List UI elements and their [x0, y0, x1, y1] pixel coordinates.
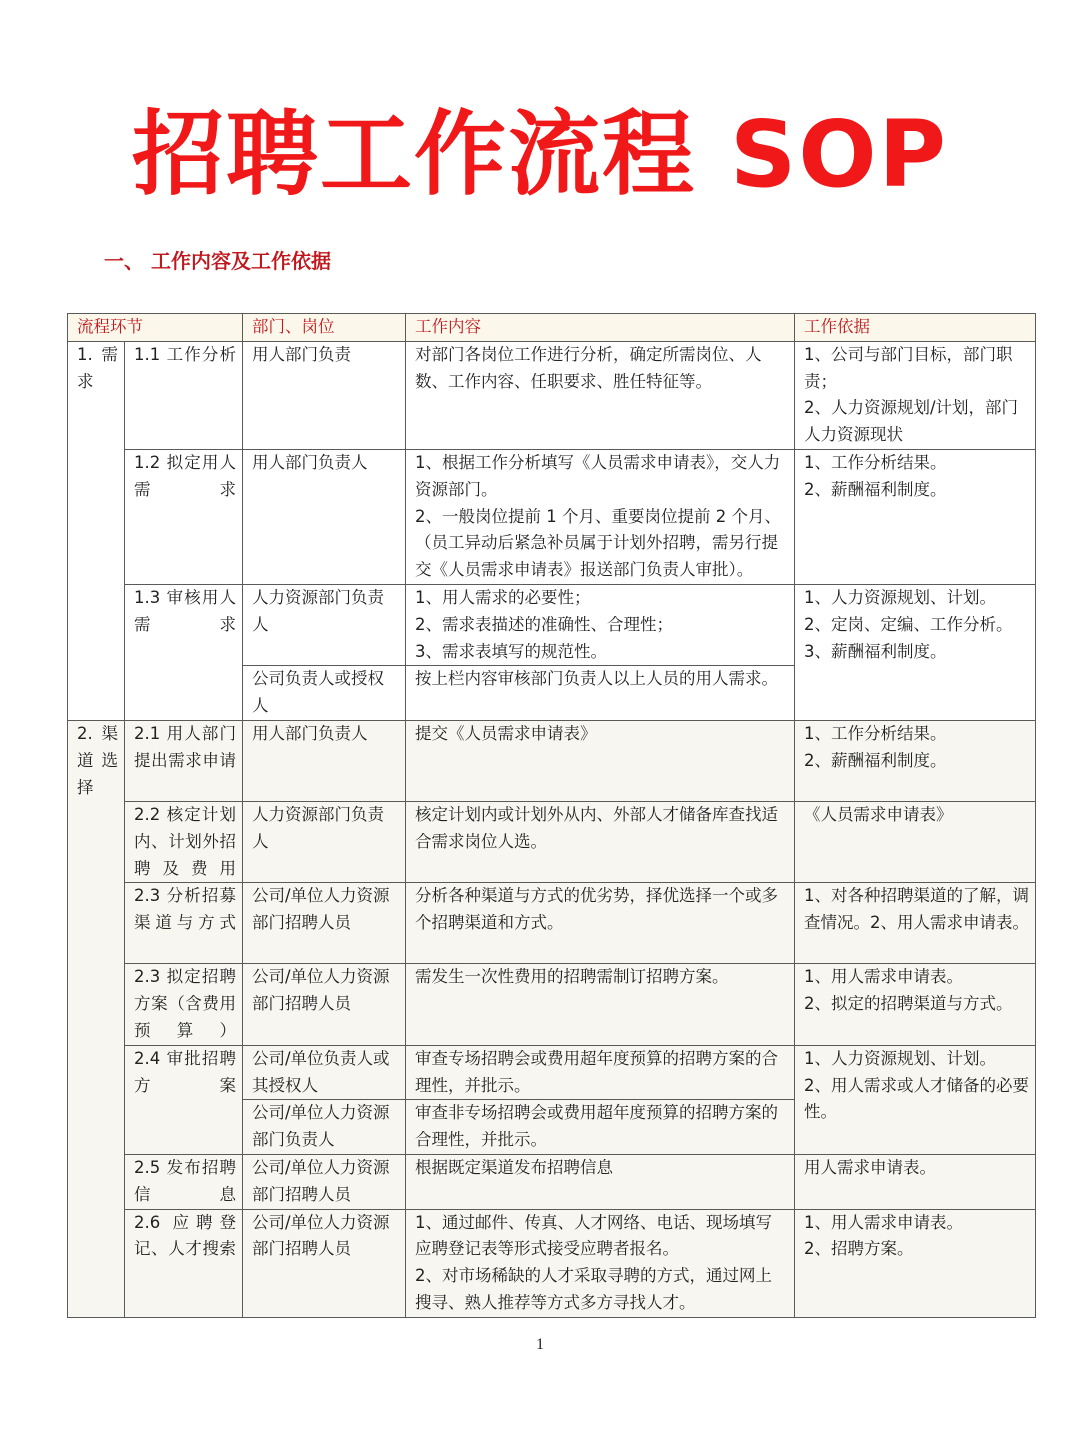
step-cell: 1.2 拟定用人需求: [125, 449, 243, 584]
basis-line: 2、用人需求或人才储备的必要性。: [804, 1075, 1029, 1122]
basis-line: 1、公司与部门目标，部门职责；: [804, 344, 1013, 391]
content-line: 按上栏内容审核部门负责人以上人员的用人需求。: [415, 669, 778, 689]
content-line: 1、根据工作分析填写《人员需求申请表》，交人力资源部门。: [415, 452, 781, 499]
content-cell: [406, 1100, 795, 1155]
stage-1-label: 1.需求: [68, 341, 125, 720]
content-cell: [406, 341, 795, 449]
step-cell: 1.3 审核用人需求: [125, 584, 243, 720]
step-cell: 2.6 应聘登记、人才搜索: [125, 1209, 243, 1317]
dept-cell: 用人部门负责: [243, 341, 406, 449]
table-row: [68, 1045, 1036, 1100]
content-cell: [406, 1154, 795, 1209]
content-line: 提交《人员需求申请表》: [415, 723, 597, 743]
table-row: [68, 883, 1036, 964]
content-line: 3、需求表填写的规范性。: [415, 641, 607, 661]
table-row: [68, 341, 1036, 449]
content-line: 核定计划内或计划外从内、外部人才储备库查找适合需求岗位人选。: [415, 804, 778, 851]
basis-cell: [795, 1154, 1036, 1209]
table-row: [68, 720, 1036, 801]
page-number: 1: [536, 1336, 544, 1353]
table-row: [68, 584, 1036, 665]
basis-line: 1、用人需求申请表。: [804, 967, 963, 987]
table-row: [68, 1154, 1036, 1209]
content-line: 需发生一次性费用的招聘需制订招聘方案。: [415, 967, 729, 987]
basis-cell: [795, 1045, 1036, 1154]
content-cell: [406, 964, 795, 1045]
content-cell: [406, 720, 795, 801]
header-dept: 部门、岗位: [243, 314, 406, 342]
basis-cell: [795, 801, 1036, 882]
content-line: 分析各种渠道与方式的优劣势，择优选择一个或多个招聘渠道和方式。: [415, 886, 778, 933]
content-cell: [406, 666, 795, 721]
dept-cell: 公司/单位人力资源部门招聘人员: [243, 964, 406, 1045]
stage-2-label: 2.渠道选择: [68, 720, 125, 1317]
dept-cell: 公司/单位人力资源部门招聘人员: [243, 883, 406, 964]
basis-cell: [795, 883, 1036, 964]
basis-line: 1、人力资源规划、计划。: [804, 587, 996, 607]
basis-line: 2、拟定的招聘渠道与方式。: [804, 994, 1013, 1014]
dept-cell: 公司/单位负责人或其授权人: [243, 1045, 406, 1100]
dept-cell: 公司/单位人力资源部门负责人: [243, 1100, 406, 1155]
header-stage: 流程环节: [68, 314, 243, 342]
basis-line: 3、薪酬福利制度。: [804, 641, 947, 661]
content-line: 审查非专场招聘会或费用超年度预算的招聘方案的合理性，并批示。: [415, 1103, 778, 1150]
table-row: [68, 801, 1036, 882]
content-cell: [406, 449, 795, 584]
content-line: 审查专场招聘会或费用超年度预算的招聘方案的合理性，并批示。: [415, 1048, 778, 1095]
dept-cell: 人力资源部门负责人: [243, 801, 406, 882]
page-title: 招聘工作流程 SOP: [132, 101, 948, 208]
step-cell: 2.5 发布招聘信息: [125, 1154, 243, 1209]
basis-line: 1、对各种招聘渠道的了解，调查情况。2、用人需求申请表。: [804, 886, 1029, 933]
dept-cell: 人力资源部门负责人: [243, 584, 406, 665]
step-cell: 2.3 分析招募渠道与方式: [125, 883, 243, 964]
content-cell: [406, 801, 795, 882]
header-content: 工作内容: [406, 314, 795, 342]
basis-line: 1、工作分析结果。: [804, 723, 947, 743]
content-line: 2、一般岗位提前 1 个月、重要岗位提前 2 个月、（员工异动后紧急补员属于计划外招聘，需另行提交《人员需求申请表》报送部门负责人审批）。: [415, 506, 781, 580]
content-line: 2、对市场稀缺的人才采取寻聘的方式，通过网上搜寻、熟人推荐等方式多方寻找人才。: [415, 1266, 772, 1312]
basis-cell: [795, 964, 1036, 1045]
table-row: [68, 964, 1036, 1045]
step-cell: 2.3 拟定招聘方案（含费用预算）: [125, 964, 243, 1045]
basis-line: 2、薪酬福利制度。: [804, 750, 947, 770]
table-row: [68, 1209, 1036, 1317]
basis-line: 2、招聘方案。: [804, 1239, 914, 1259]
content-cell: [406, 883, 795, 964]
basis-cell: [795, 584, 1036, 720]
basis-line: 1、用人需求申请表。: [804, 1212, 963, 1232]
content-line: 2、需求表描述的准确性、合理性；: [415, 614, 673, 634]
content-line: 根据既定渠道发布招聘信息: [415, 1157, 613, 1177]
content-cell: [406, 1209, 795, 1317]
dept-cell: 公司/单位人力资源部门招聘人员: [243, 1209, 406, 1317]
table-header-row: [68, 314, 1036, 342]
table-row: [68, 449, 1036, 584]
basis-line: 1、工作分析结果。: [804, 452, 947, 472]
dept-cell: 用人部门负责人: [243, 720, 406, 801]
content-cell: [406, 1045, 795, 1100]
content-line: 对部门各岗位工作进行分析，确定所需岗位、人数、工作内容、任职要求、胜任特征等。: [415, 344, 762, 391]
basis-line: 2、人力资源规划/计划，部门人力资源现状: [804, 398, 1019, 445]
header-basis: 工作依据: [795, 314, 1036, 342]
step-cell: 2.2 核定计划内、计划外招聘及费用: [125, 801, 243, 882]
dept-cell: 公司/单位人力资源部门招聘人员: [243, 1154, 406, 1209]
section-heading: 一、 工作内容及工作依据: [104, 249, 331, 273]
basis-line: 1、人力资源规划、计划。: [804, 1048, 996, 1068]
basis-cell: [795, 341, 1036, 449]
basis-line: 《人员需求申请表》: [804, 804, 953, 824]
content-cell: [406, 584, 795, 665]
step-cell: 2.1 用人部门提出需求申请: [125, 720, 243, 801]
step-cell: 2.4 审批招聘方案: [125, 1045, 243, 1154]
dept-cell: 公司负责人或授权人: [243, 666, 406, 721]
basis-cell: [795, 449, 1036, 584]
basis-line: 用人需求申请表。: [804, 1157, 936, 1177]
basis-cell: [795, 720, 1036, 801]
content-line: 1、用人需求的必要性；: [415, 587, 591, 607]
basis-line: 2、薪酬福利制度。: [804, 479, 947, 499]
step-cell: 1.1 工作分析: [125, 341, 243, 449]
basis-line: 2、定岗、定编、工作分析。: [804, 614, 1013, 634]
content-line: 1、通过邮件、传真、人才网络、电话、现场填写应聘登记表等形式接受应聘者报名。: [415, 1212, 772, 1259]
dept-cell: 用人部门负责人: [243, 449, 406, 584]
sop-table: [67, 313, 1036, 1318]
basis-cell: [795, 1209, 1036, 1317]
